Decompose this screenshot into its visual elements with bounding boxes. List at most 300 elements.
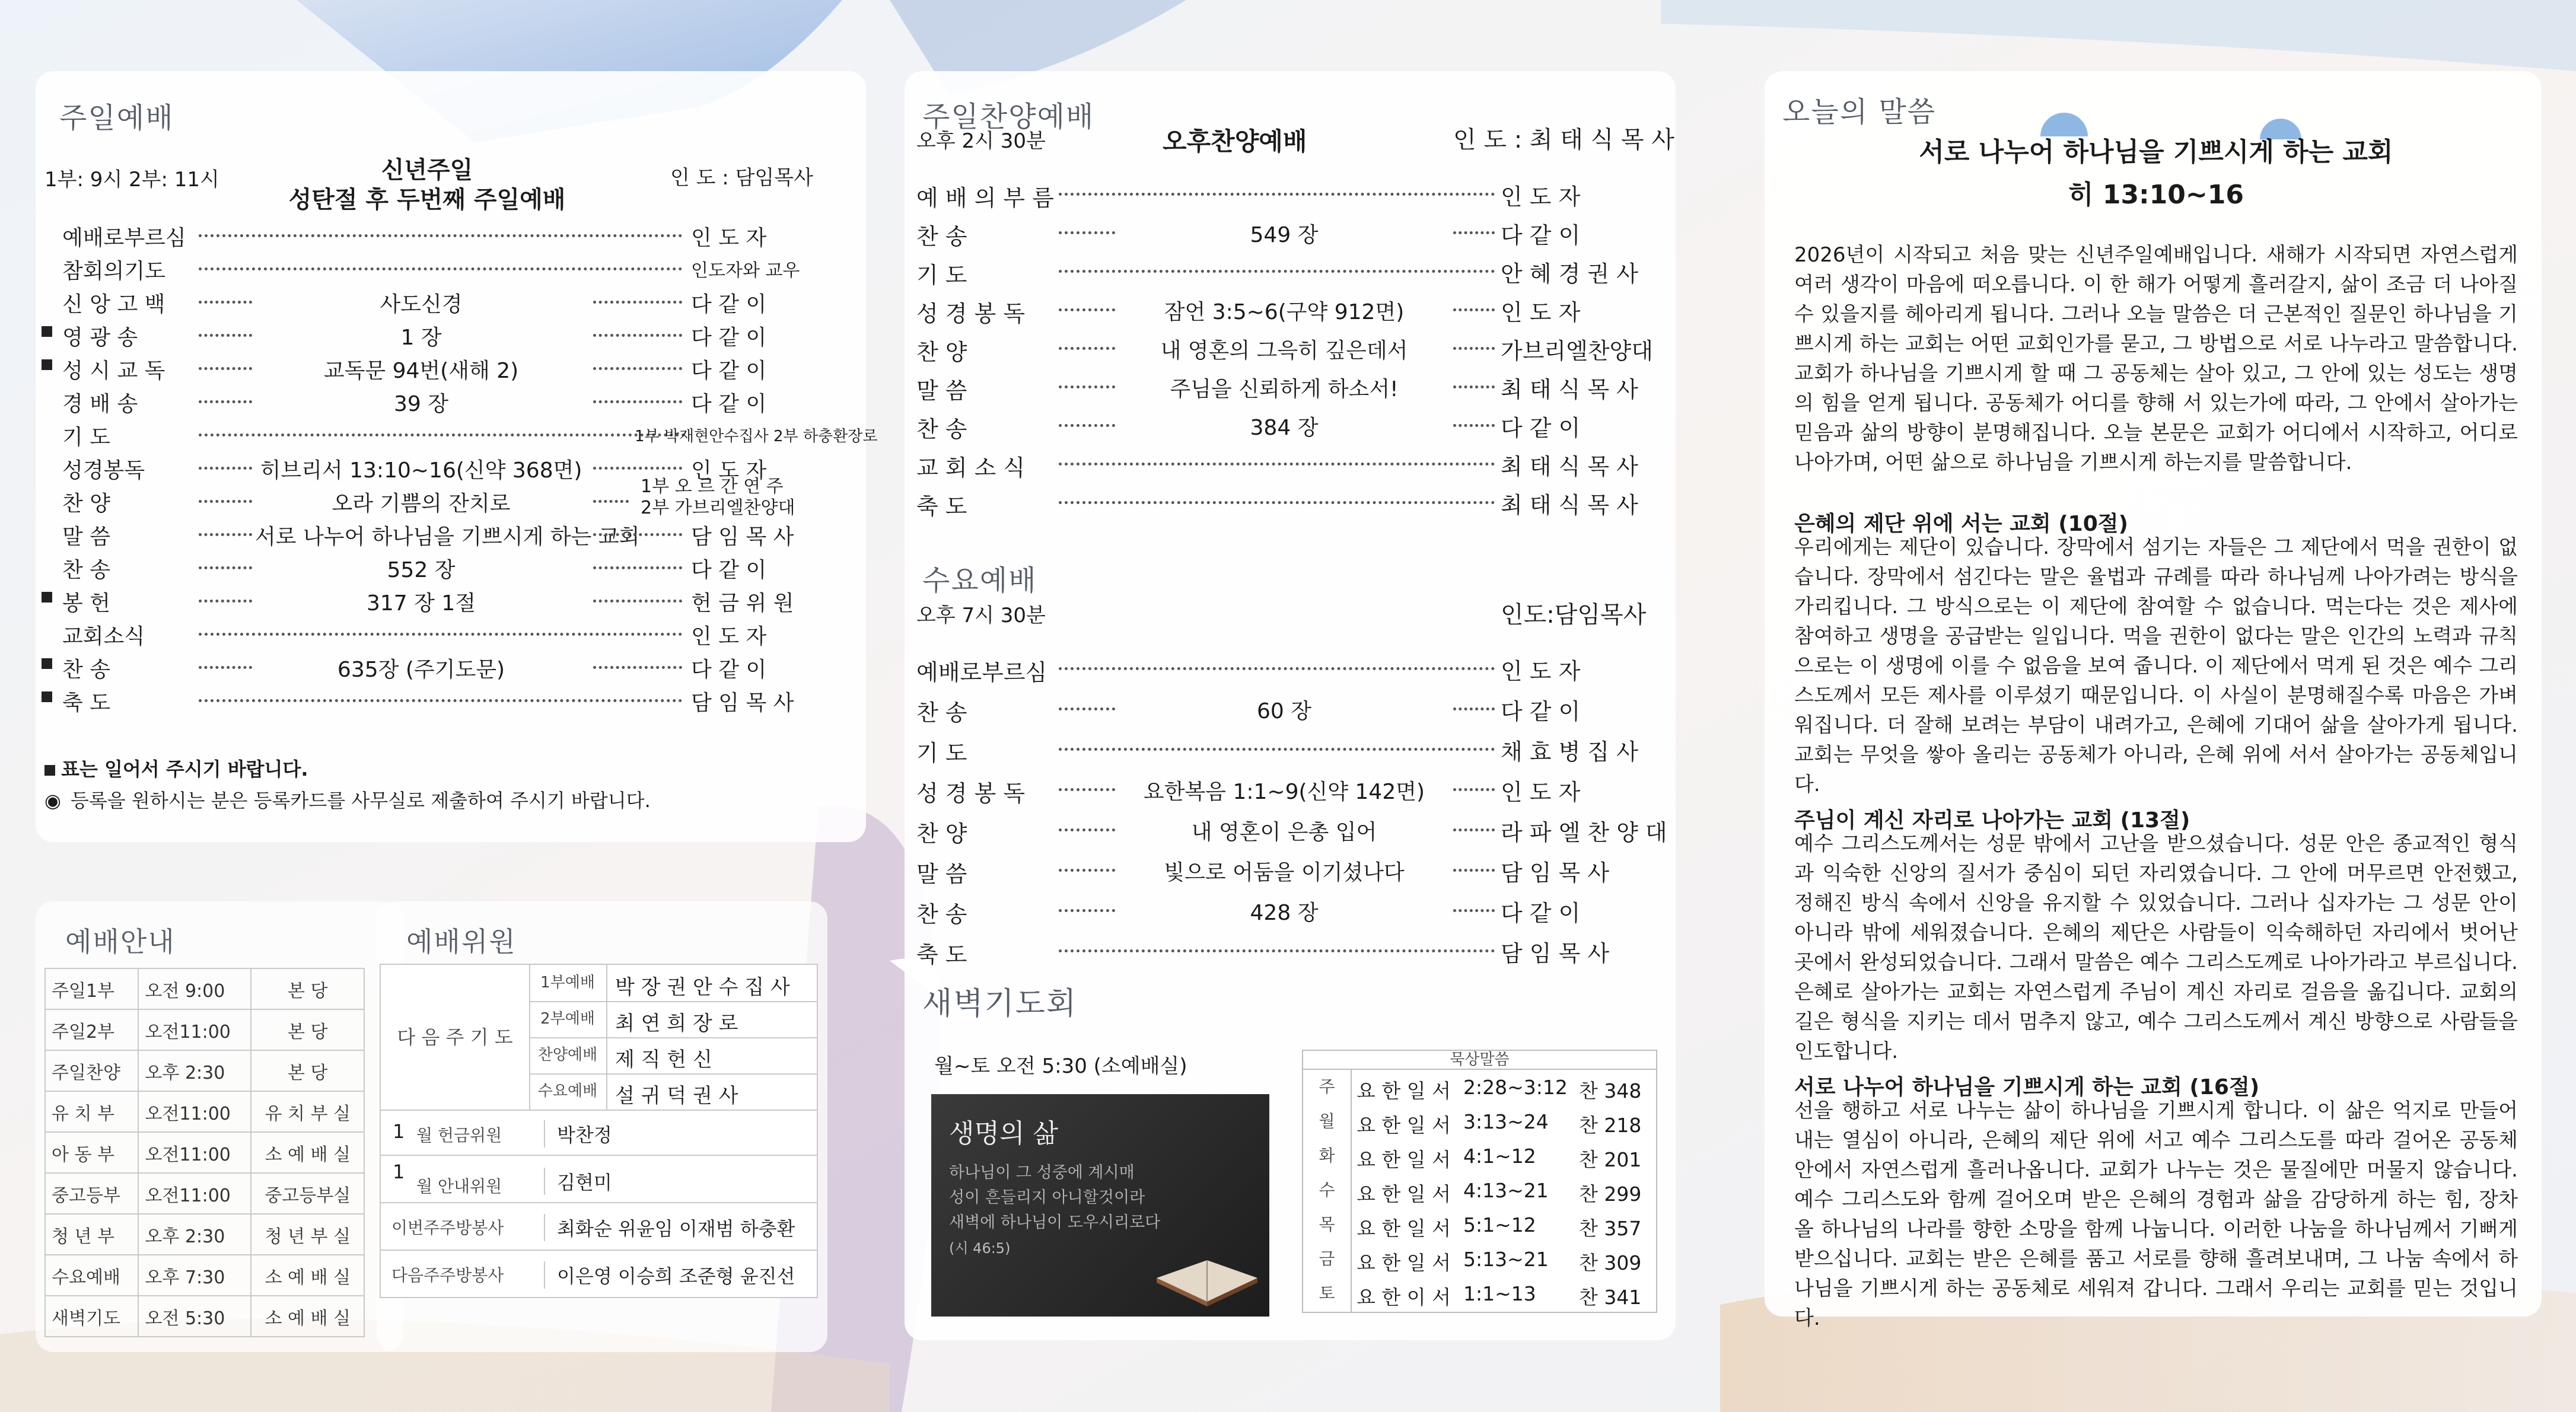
order-dots <box>593 334 682 337</box>
order-content: 60 장 <box>1256 699 1312 723</box>
day-label: 목 <box>1319 1215 1335 1234</box>
guide-time: 오전11:00 <box>138 1173 251 1214</box>
life-reference: (시 46:5) <box>949 1240 1011 1257</box>
order-dots <box>199 699 682 702</box>
order-dots <box>1059 347 1115 350</box>
order-content: 317 장 1절 <box>366 591 476 616</box>
guide-time: 오전 9:00 <box>138 968 251 1009</box>
meditation-row <box>1351 1242 1656 1276</box>
order-person: 채 효 병 집 사 <box>1501 739 1638 765</box>
order-dots <box>1453 347 1495 350</box>
meditation-ref: 5:1~12 <box>1463 1213 1536 1236</box>
order-name: 예배로부르심 <box>916 659 1047 686</box>
order-dots <box>593 467 682 470</box>
order-content: 549 장 <box>1250 223 1319 247</box>
order-dots <box>593 500 629 503</box>
prayer-row <box>529 1073 817 1111</box>
prayer-person: 최 연 희 장 로 <box>615 1012 738 1035</box>
meditation-hymn: 찬 201 <box>1579 1148 1642 1171</box>
order-dots <box>1453 308 1495 311</box>
sunday-order-list <box>42 216 878 721</box>
order-name: 성 경 봉 독 <box>916 780 1026 807</box>
guide-service: 중고등부 <box>45 1173 138 1214</box>
order-dots <box>1059 909 1115 912</box>
order-name: 교 회 소 식 <box>916 455 1026 481</box>
sermon-title: 서로 나누어 하나님을 기쁘시게 하는 교회 <box>1919 137 2393 167</box>
order-content: 내 영혼의 그윽히 깊은데서 <box>1160 339 1408 363</box>
guide-place: 유 치 부 실 <box>251 1091 364 1132</box>
order-person: 다 같 이 <box>691 292 767 317</box>
order-row <box>916 851 1658 887</box>
order-name: 예배로부르심 <box>62 226 186 250</box>
meditation-row <box>1351 1139 1656 1173</box>
sermon-intro: 2026년이 시작되고 처음 맞는 신년주일예배입니다. 새해가 시작되면 자연스럽게 여러 생각이 마음에 떠오릅니다. 이 한 해가 어떻게 흘러갈지, 삶이 조금 더 나아질 수 있을지를 헤아리게 됩니다. 그러나 오늘 말씀은 더 근본적인 질문인 하나님을 기쁘시게 하는 교회는 어떤 교회인가를 묻고, 그 방법으로 서로 나누라고 말씀합니다. 교회가 하나님을 기쁘시게 할 때 그 공동체는 살아 있고, 그 안에 있는 성도는 생명의 힘을 얻게 됩니다. 공동체가 어디를 향해 서 있는가에 따라, 그 안에서 살아가는 믿음과 삶의 방향이 분명해집니다. 오늘 본문은 교회가 어디에서 시작하고, 어디로 나아가며, 어떤 삶으로 하나님을 기쁘시게 하는지를 말씀합니다. <box>1794 243 2518 474</box>
order-dots <box>199 533 252 536</box>
prayer-label: 다 음 주 기 도 <box>381 965 530 1111</box>
day-label: 월 <box>1319 1111 1335 1131</box>
guide-place: 소 예 배 실 <box>251 1132 364 1173</box>
order-row <box>916 932 1658 968</box>
order-dots <box>199 600 252 603</box>
order-name: 기 도 <box>62 425 110 450</box>
meditation-hymn: 찬 218 <box>1579 1114 1642 1137</box>
praise-time: 오후 2시 30분 <box>916 129 1046 153</box>
order-content: 사도신경 <box>380 292 463 317</box>
order-name: 예 배 의 부 름 <box>916 185 1054 211</box>
order-name: 신 앙 고 백 <box>62 292 165 317</box>
order-dots <box>199 367 252 370</box>
guide-row <box>45 1296 364 1337</box>
order-row <box>42 383 830 416</box>
order-name: 찬 송 <box>916 901 967 927</box>
order-row <box>916 213 1658 250</box>
meditation-title: 묵상말씀 <box>1303 1051 1656 1070</box>
order-row <box>916 368 1658 404</box>
guide-service: 주일1부 <box>45 968 138 1009</box>
meditation-book: 요 한 일 서 <box>1357 1182 1451 1206</box>
praise-name: 오후찬양예배 <box>1163 127 1307 156</box>
guide-service: 새벽기도 <box>45 1296 138 1337</box>
day-label: 금 <box>1319 1249 1335 1268</box>
order-person: 다 같 이 <box>691 326 767 350</box>
order-dots <box>1059 463 1495 466</box>
meditation-hymn: 찬 299 <box>1579 1182 1642 1206</box>
square-mark-icon <box>42 326 52 337</box>
square-mark-icon <box>44 765 55 776</box>
order-person: 최 태 식 목 사 <box>1501 454 1638 480</box>
order-person: 인 도 자 <box>1501 184 1581 210</box>
order-row <box>42 216 830 250</box>
order-row <box>916 445 1658 481</box>
order-person: 다 같 이 <box>1501 222 1581 248</box>
order-content: 오라 기쁨의 잔치로 <box>332 492 511 516</box>
order-row <box>916 175 1658 211</box>
order-dots <box>593 566 682 569</box>
order-dots <box>1453 828 1495 831</box>
order-dots <box>1059 270 1495 273</box>
offering-label: 월 헌금위원 <box>416 1126 502 1145</box>
order-dots <box>593 600 682 603</box>
order-dots <box>1059 424 1115 427</box>
dawn-time: 월~토 오전 5:30 (소예배실) <box>934 1054 1187 1078</box>
meditation-row <box>1351 1173 1656 1207</box>
guide-row <box>45 1255 364 1296</box>
order-dots <box>199 566 252 569</box>
meditation-ref: 2:28~3:12 <box>1463 1076 1568 1099</box>
order-person: 담 임 목 사 <box>691 525 794 549</box>
prayer-service: 1부예배 <box>529 965 607 1001</box>
order-dots <box>1453 424 1495 427</box>
guide-time: 오전11:00 <box>138 1009 251 1050</box>
order-dots <box>593 301 682 304</box>
guide-time: 오후 7:30 <box>138 1255 251 1296</box>
guide-time: 오후 2:30 <box>138 1050 251 1091</box>
order-name: 참회의기도 <box>62 259 165 283</box>
prayer-person: 박 장 권 안 수 집 사 <box>615 976 790 999</box>
order-person: 인 도 자 <box>1501 299 1581 326</box>
wednesday-title: 수요예배 <box>922 564 1037 597</box>
guide-service: 아 동 부 <box>45 1132 138 1173</box>
meditation-row <box>1351 1207 1656 1242</box>
order-content: 서로 나누어 하나님을 기쁘시게 하는 교회 <box>255 525 640 549</box>
order-content: 히브리서 13:10~16(신약 368면) <box>260 458 582 483</box>
sermon-heading-3: 서로 나누어 하나님을 기쁘시게 하는 교회 (16절) <box>1794 1075 2260 1099</box>
order-dots <box>199 334 252 337</box>
order-person: 인 도 자 <box>691 458 767 483</box>
square-mark-icon <box>42 359 52 370</box>
sermon-heading-2: 주님이 계신 자리로 나아가는 교회 (13절) <box>1794 808 2190 833</box>
praise-worship-title: 주일찬양예배 <box>922 100 1095 133</box>
order-name: 기 도 <box>916 262 967 288</box>
order-dots <box>1059 667 1495 670</box>
order-row <box>42 250 830 281</box>
order-row <box>42 449 830 483</box>
order-content: 428 장 <box>1250 901 1319 925</box>
order-row <box>916 406 1658 442</box>
day-label: 토 <box>1319 1283 1335 1303</box>
order-name: 성 경 봉 독 <box>916 301 1026 327</box>
order-row <box>916 291 1658 327</box>
guide-row <box>45 1132 364 1173</box>
order-name: 축 도 <box>62 691 110 715</box>
order-row <box>42 648 830 682</box>
usher-label: 월 안내위원 <box>416 1177 502 1196</box>
life-verse-2: 성이 흔들리지 아니할것이라 <box>949 1188 1145 1207</box>
life-verse-3: 새벽에 하나님이 도우시리로다 <box>949 1213 1161 1232</box>
meditation-row <box>1351 1070 1656 1104</box>
square-mark-icon <box>42 658 52 669</box>
order-dots <box>1059 231 1115 234</box>
guide-time: 오후 2:30 <box>138 1214 251 1255</box>
order-row <box>42 349 830 383</box>
meditation-book: 요 한 일 서 <box>1357 1148 1451 1171</box>
order-person: 안 혜 경 권 사 <box>1501 261 1638 287</box>
life-verse-1: 하나님이 그 성중에 계시매 <box>949 1164 1135 1182</box>
order-name: 찬 송 <box>916 224 967 250</box>
order-dots <box>1453 869 1495 872</box>
leader-label: 인 도 : 담임목사 <box>670 166 813 190</box>
order-row <box>42 316 830 350</box>
order-dots <box>199 301 252 304</box>
praise-order-list <box>916 175 1658 531</box>
order-row <box>42 476 830 518</box>
order-dots <box>1453 385 1495 388</box>
guide-place: 중고등부실 <box>251 1173 364 1214</box>
order-dots <box>1453 231 1495 234</box>
meditation-ref: 3:13~24 <box>1463 1110 1549 1133</box>
order-content: 1 장 <box>400 326 442 350</box>
meditation-hymn: 찬 341 <box>1579 1286 1642 1309</box>
order-row <box>42 283 830 317</box>
service-times: 1부: 9시 2부: 11시 <box>44 168 219 192</box>
guide-service: 유 치 부 <box>45 1091 138 1132</box>
order-name: 찬 송 <box>916 700 967 726</box>
sermon-paragraph-2: 예수 그리스도께서는 성문 밖에서 고난을 받으셨습니다. 성문 안은 종교적인 형식과 익숙한 신앙의 질서가 중심이 되던 자리였습니다. 그 안에 머무르면 안전했고, 정해진 방식 속에서 신앙을 유지할 수 있었습니다. 그러나 십자가는 그 성문 안이 아니라 밖에 세워졌습니다. 은혜의 제단은 사람들이 익숙해하던 자리에서 벗어난 곳에서 완성되었습니다. 그래서 말씀은 예수 그리스도께로 나아가라고 부르십니다. 은혜로 살아가는 교회는 자연스럽게 주님이 계신 자리로 걸음을 옮깁니다. 교회의 길은 형식을 지키는 데서 멈추지 않고, 예수 그리스도께서 계신 방향으로 사람들을 인도합니다. <box>1794 832 2518 1063</box>
order-dots <box>199 500 252 503</box>
meditation-hymn: 찬 357 <box>1579 1217 1642 1240</box>
order-row <box>916 252 1658 288</box>
guide-place: 본 당 <box>251 1009 364 1050</box>
order-row <box>42 549 830 582</box>
order-person: 담 임 목 사 <box>691 691 794 715</box>
guide-table <box>44 968 365 1337</box>
order-name: 봉 헌 <box>62 591 110 616</box>
guide-row <box>45 968 364 1009</box>
meditation-row <box>1351 1104 1656 1139</box>
order-person: 다 같 이 <box>1501 699 1581 725</box>
order-content: 552 장 <box>387 558 456 582</box>
note-standing: 표는 일어서 주시기 바랍니다. <box>44 754 308 782</box>
order-dots <box>199 467 252 470</box>
order-name: 성 시 교 독 <box>62 359 165 383</box>
order-dots <box>199 234 682 237</box>
order-person: 최 태 식 목 사 <box>1501 377 1638 403</box>
guide-time: 오전11:00 <box>138 1132 251 1173</box>
order-person: 다 같 이 <box>691 558 767 582</box>
order-dots <box>199 400 252 403</box>
order-row <box>42 582 830 616</box>
life-box <box>931 1094 1269 1317</box>
order-dots <box>1453 788 1495 791</box>
guide-place: 청 년 부 실 <box>251 1214 364 1255</box>
guide-row <box>45 1009 364 1050</box>
order-dots <box>1059 308 1115 311</box>
prayer-row <box>529 1037 817 1075</box>
order-row <box>42 681 830 715</box>
order-name: 찬 송 <box>62 658 110 682</box>
next-week-label: 다음주주방봉사 <box>391 1266 504 1285</box>
order-dots <box>593 666 682 669</box>
meditation-book: 요 한 일 서 <box>1357 1114 1451 1137</box>
order-dots <box>199 267 682 270</box>
order-dots <box>1059 707 1115 710</box>
meditation-box <box>1302 1050 1657 1313</box>
order-name: 교회소식 <box>62 624 145 649</box>
order-person: 다 같 이 <box>691 392 767 416</box>
prayer-person: 설 귀 덕 권 사 <box>615 1084 738 1108</box>
todays-word-title: 오늘의 말씀 <box>1782 95 1937 129</box>
guide-time: 오전 5:30 <box>138 1296 251 1337</box>
meditation-hymn: 찬 348 <box>1579 1079 1642 1102</box>
order-person: 담 임 목 사 <box>1501 860 1610 886</box>
order-person: 1부 박재현안수집사 2부 하충환장로 <box>635 428 878 445</box>
praise-leader: 인 도 : 최 태 식 목 사 <box>1453 126 1674 154</box>
order-person: 인 도 자 <box>1501 658 1581 684</box>
order-content: 635장 (주기도문) <box>337 658 505 682</box>
order-name: 찬 송 <box>62 558 110 582</box>
guide-service: 주일2부 <box>45 1009 138 1050</box>
order-name: 성경봉독 <box>62 458 145 483</box>
square-mark-icon <box>42 592 52 603</box>
order-dots <box>1059 193 1495 196</box>
order-dots <box>1059 501 1495 504</box>
meditation-book: 요 한 일 서 <box>1357 1079 1451 1102</box>
order-person: 라 파 엘 찬 양 대 <box>1501 820 1667 846</box>
sermon-paragraph-1: 우리에게는 제단이 있습니다. 장막에서 섬기는 자들은 그 제단에서 먹을 권한이 없습니다. 장막에서 섬긴다는 말은 율법과 규례를 따라 하나님께 나아가려는 방식을 가리킵니다. 그 방식으로는 이 제단에 참여할 수 없습니다. 먹는다는 것은 제사에 참여하고 생명을 공급받는 일입니다. 먹을 권한이 없다는 말은 인간의 노력과 규칙으로는 이 생명에 이를 수 없음을 보여 줍니다. 이 제단에서 먹게 된 것은 예수 그리스도께서 모든 제사를 이루셨기 때문입니다. 이 사실이 분명해질수록 마음은 가벼워집니다. 더 잘해 보려는 부담이 내려가고, 은혜에 기대어 삶을 살아가게 됩니다. 교회는 무엇을 쌓아 올리는 공동체가 아니라, 은혜 위에 서서 살아가는 공동체입니다. <box>1794 536 2518 796</box>
guide-row <box>45 1050 364 1091</box>
meditation-hymn: 찬 309 <box>1579 1251 1642 1274</box>
wednesday-order-list <box>916 649 1667 970</box>
prayer-row <box>529 965 817 1002</box>
square-mark-icon <box>42 691 52 702</box>
order-row <box>916 811 1667 847</box>
order-dots <box>593 367 682 370</box>
guide-row <box>45 1214 364 1255</box>
order-dots <box>1059 788 1115 791</box>
order-person: 1부 오 르 간 연 주 2부 가브리엘찬양대 <box>641 476 795 518</box>
order-row <box>916 770 1658 807</box>
order-name: 말 씀 <box>62 525 110 549</box>
prayer-service: 찬양예배 <box>529 1037 607 1073</box>
main-title-1: 신년주일 <box>381 157 473 184</box>
order-content: 384 장 <box>1250 416 1319 440</box>
bullseye-icon: ◉ <box>44 789 61 812</box>
meditation-book: 요 한 일 서 <box>1357 1251 1451 1274</box>
life-title: 생명의 삶 <box>949 1118 1059 1149</box>
order-row <box>916 329 1658 365</box>
order-name: 기 도 <box>916 740 967 766</box>
order-person: 최 태 식 목 사 <box>1501 492 1638 518</box>
order-name: 경 배 송 <box>62 392 138 416</box>
usher-month: 1 <box>393 1161 405 1183</box>
this-week-label: 이번주주방봉사 <box>391 1218 504 1238</box>
order-row <box>916 891 1658 927</box>
order-dots <box>1453 909 1495 912</box>
order-person: 다 같 이 <box>691 359 767 383</box>
day-label: 수 <box>1319 1180 1335 1200</box>
note-registration: ◉ 등록을 원하시는 분은 등록카드를 사무실로 제출하여 주시기 바랍니다. <box>44 789 651 812</box>
order-row <box>42 416 878 450</box>
order-dots <box>199 666 252 669</box>
scripture-reference: 히 13:10~16 <box>2068 180 2244 210</box>
order-person: 다 같 이 <box>1501 415 1581 441</box>
order-person: 인도자와 교우 <box>691 260 800 281</box>
order-dots <box>1059 385 1115 388</box>
order-person: 다 같 이 <box>1501 900 1581 926</box>
order-row <box>916 730 1658 766</box>
order-content: 39 장 <box>393 392 449 416</box>
order-name: 찬 양 <box>62 492 110 516</box>
guide-row <box>45 1173 364 1214</box>
prayer-person: 제 직 헌 신 <box>615 1048 712 1072</box>
order-name: 영 광 송 <box>62 326 138 350</box>
order-dots <box>1059 949 1495 952</box>
dawn-prayer-title: 새벽기도회 <box>922 986 1078 1022</box>
guide-service: 청 년 부 <box>45 1214 138 1255</box>
meditation-ref: 5:13~21 <box>1463 1248 1549 1271</box>
order-person: 헌 금 위 원 <box>691 591 794 616</box>
next-week-names: 이은영 이승희 조준형 윤진선 <box>544 1261 795 1289</box>
order-person: 인 도 자 <box>1501 779 1581 805</box>
order-name: 찬 양 <box>916 339 967 365</box>
order-dots <box>1059 748 1495 751</box>
order-name: 말 씀 <box>916 378 967 404</box>
day-label: 화 <box>1319 1146 1335 1165</box>
main-title-2: 성탄절 후 두번째 주일예배 <box>288 186 566 213</box>
sunday-worship-title: 주일예배 <box>59 101 174 135</box>
guide-service: 수요예배 <box>45 1255 138 1296</box>
sermon-paragraph-3: 선을 행하고 서로 나누는 삶이 하나님을 기쁘시게 합니다. 이 삶은 억지로 만들어 내는 열심이 아니라, 은혜의 제단 위에 서고 예수 그리스도를 따라 걸어온 공동체 안에서 자연스럽게 흘러나옵니다. 교회가 나누는 것은 물질에만 머물지 않습니다. 예수 그리스도와 함께 걸어오며 받은 은혜의 경험과 삶을 감당하게 하는 힘, 장차 올 하나님의 나라를 향한 소망을 함께 나눕니다. 이러한 나눔을 하나님께서 기뻐게 받으십니다. 교회는 받은 은혜를 품고 서로를 향해 흘려보내며, 그 나눔 속에서 하나님을 기쁘시게 하는 공동체로 세워져 갑니다. 그래서 우리는 교회를 믿는 것입니다. <box>1794 1099 2518 1330</box>
wednesday-leader: 인도:담임목사 <box>1501 601 1647 629</box>
order-row <box>916 483 1658 519</box>
order-dots <box>593 400 682 403</box>
order-name: 찬 송 <box>916 416 967 442</box>
usher-name: 김현미 <box>544 1168 612 1195</box>
order-content: 빛으로 어둠을 이기셨나다 <box>1164 860 1405 885</box>
order-name: 찬 양 <box>916 821 967 847</box>
offering-name: 박찬정 <box>544 1120 612 1148</box>
order-dots <box>593 533 682 536</box>
order-name: 말 씀 <box>916 861 967 887</box>
order-row <box>916 690 1658 726</box>
order-person: 다 같 이 <box>691 658 767 682</box>
staff-title: 예배위원 <box>406 926 517 958</box>
guide-title: 예배안내 <box>65 926 176 958</box>
prayer-service: 수요예배 <box>529 1073 607 1110</box>
order-dots <box>1059 869 1115 872</box>
order-name: 축 도 <box>916 493 967 519</box>
meditation-row <box>1351 1276 1656 1311</box>
order-person: 인 도 자 <box>691 226 767 250</box>
this-week-names: 최화순 위윤임 이재범 하충환 <box>544 1214 795 1241</box>
guide-time: 오전11:00 <box>138 1091 251 1132</box>
staff-table <box>380 964 818 1298</box>
order-row <box>42 615 830 649</box>
order-person: 담 임 목 사 <box>1501 941 1610 967</box>
meditation-book: 요 한 일 서 <box>1357 1217 1451 1240</box>
meditation-ref: 1:1~13 <box>1463 1282 1536 1305</box>
order-row <box>42 515 830 549</box>
order-dots <box>199 434 685 436</box>
order-content: 주님을 신뢰하게 하소서! <box>1170 377 1399 401</box>
order-dots <box>1453 707 1495 710</box>
open-bible-icon <box>1151 1236 1263 1308</box>
order-content: 잠언 3:5~6(구약 912면) <box>1164 300 1405 324</box>
order-name: 축 도 <box>916 942 967 968</box>
prayer-row <box>529 1001 817 1038</box>
prayer-service: 2부예배 <box>529 1001 607 1037</box>
offering-month: 1 <box>393 1120 405 1143</box>
order-person: 인 도 자 <box>691 624 767 649</box>
day-label: 주 <box>1319 1077 1335 1097</box>
order-content: 내 영혼이 은총 입어 <box>1191 820 1377 844</box>
guide-place: 소 예 배 실 <box>251 1255 364 1296</box>
order-dots <box>1059 828 1115 831</box>
order-content: 요한복음 1:1~9(신약 142면) <box>1143 780 1425 804</box>
order-row <box>916 649 1658 686</box>
meditation-book: 요 한 이 서 <box>1357 1286 1451 1309</box>
guide-service: 주일찬양 <box>45 1050 138 1091</box>
